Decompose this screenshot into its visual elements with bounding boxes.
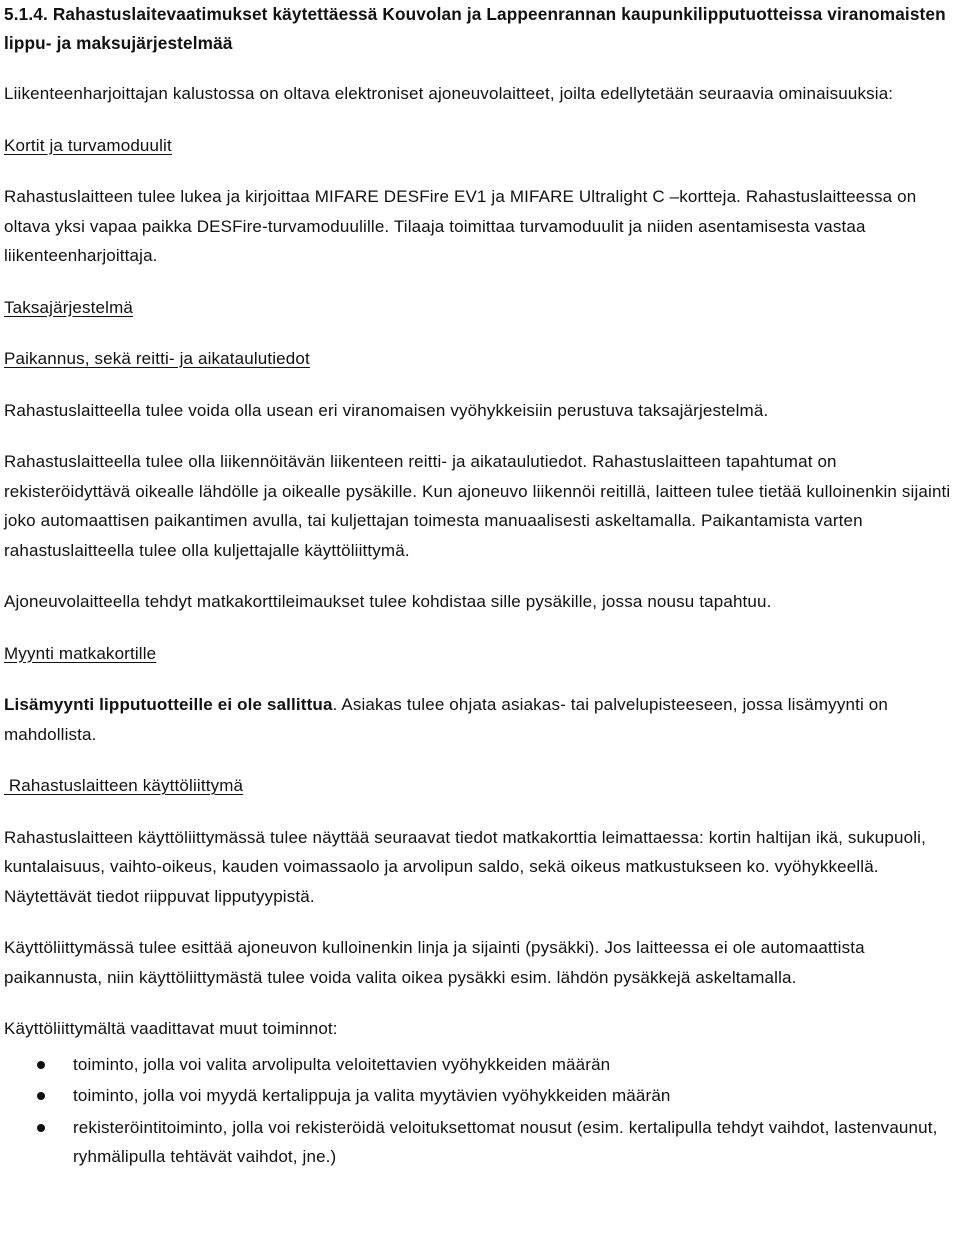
bullet-icon [37,1061,45,1069]
cards-subheading: Kortit ja turvamoduulit [4,135,172,155]
list-item: toiminto, jolla voi myydä kertalippuja ja valita myytävien vyöhykkeiden määrän [4,1081,958,1111]
section-heading: 5.1.4. Rahastuslaitevaatimukset käytettäessä Kouvolan ja Lappeenrannan kaupunkilipputuotteissa viranomaisten lippu- ja maksujärjestelmää [4,4,946,53]
document-page [4,0,958,1172]
ui-list-intro: Käyttöliittymältä vaadittavat muut toiminnot: [4,1019,338,1038]
list-item: rekisteröintitoiminto, jolla voi rekisteröidä veloituksettomat nousut (esim. kertalipulla tehdyt vaihdot, lastenvaunut, ryhmälipulla tehtävät vaihdot, jne.) [4,1113,958,1172]
sales-text: . Asiakas tulee ohjata asiakas- tai palvelupisteeseen, jossa lisämyynti on mahdollista. [4,695,888,744]
sales-paragraph [4,690,958,749]
stamps-paragraph: Ajoneuvolaitteella tehdyt matkakorttileimaukset tulee kohdistaa sille pysäkille, jossa nousu tapahtuu. [4,592,772,611]
sales-subheading: Myynti matkakortille [4,643,157,663]
bullet-icon [37,1092,45,1100]
ui-functions-list [4,1050,958,1172]
cards-paragraph: Rahastuslaitteen tulee lukea ja kirjoittaa MIFARE DESFire EV1 ja MIFARE Ultralight C –kortteja. Rahastuslaitteessa on oltava yksi vapaa paikka DESFire-turvamoduulille. Tilaaja toimittaa turvamoduulit ja niiden asentamisesta vastaa liikenteenharjoittaja. [4,187,917,265]
intro-paragraph: Liikenteenharjoittajan kalustossa on oltava elektroniset ajoneuvolaitteet, joilta edellytetään seuraavia ominaisuuksia: [4,84,894,103]
bullet-icon [37,1124,45,1132]
ui-paragraph-2: Käyttöliittymässä tulee esittää ajoneuvon kulloinenkin linja ja sijainti (pysäkki). Jos laitteessa ei ole automaattista paikannusta, niin käyttöliittymästä tulee voida valita oikea pysäkki esim. lähdön pysäkkejä askeltamalla. [4,938,865,987]
positioning-subheading: Paikannus, sekä reitti- ja aikataulutiedot [4,349,310,368]
positioning-paragraph: Rahastuslaitteella tulee olla liikennöitävän liikenteen reitti- ja aikataulutiedot. Rahastuslaitteen tapahtumat on rekisteröidyttävä oikealle lähdölle ja oikealle pysäkille. Kun ajoneuvo liikennöi reitillä, laitteen tulee tietää kulloinenkin sijainti joko automaattisen paikantimen avulla, tai kuljettajan toimesta manuaalisesti askeltamalla. Paikantamista varten rahastuslaitteella tulee olla kuljettajalle käyttöliittymä. [4,452,951,560]
sales-bold-text: Lisämyynti lipputuotteille ei ole sallittua [4,695,333,714]
ui-paragraph-1: Rahastuslaitteen käyttöliittymässä tulee näyttää seuraavat tiedot matkakorttia leimattaessa: kortin haltijan ikä, sukupuoli, kuntalaisuus, vaihto-oikeus, kauden voimassaolo ja arvolipun saldo, sekä oikeus matkustukseen ko. vyöhykkeellä. Näytettävät tiedot riippuvat lipputyypistä. [4,827,926,906]
list-item: toiminto, jolla voi valita arvolipulta veloitettavien vyöhykkeiden määrän [4,1050,958,1080]
tariff-paragraph: Rahastuslaitteella tulee voida olla usean eri viranomaisen vyöhykkeisiin perustuva taksajärjestelmä. [4,400,769,420]
tariff-subheading: Taksajärjestelmä [4,297,134,317]
ui-subheading: Rahastuslaitteen käyttöliittymä [4,776,244,795]
